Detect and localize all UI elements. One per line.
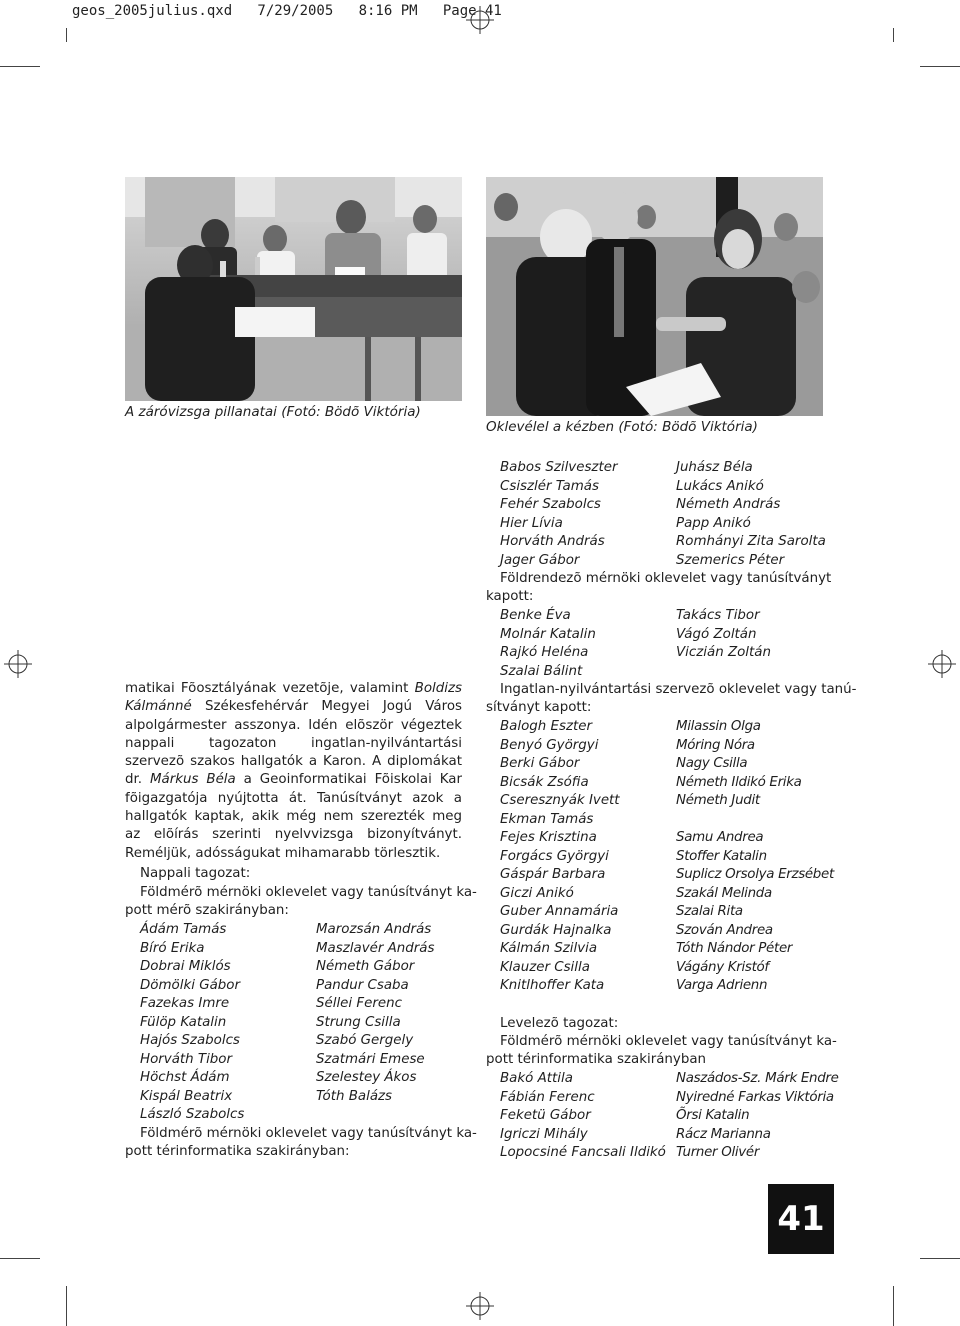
name-entry: Csiszlér Tamás bbox=[500, 478, 599, 494]
foldrendezo-line1: Földrendezõ mérnöki oklevelet vagy tanúsítványt bbox=[500, 571, 832, 586]
name-entry: Lukács Anikó bbox=[676, 478, 764, 494]
name-entry: Fehér Szabolcs bbox=[500, 497, 601, 512]
name-entry: Móring Nóra bbox=[676, 737, 755, 753]
ceremony-photo bbox=[486, 177, 823, 416]
name-entry: Horváth Tibor bbox=[140, 1051, 232, 1067]
intro-paragraph bbox=[125, 680, 462, 863]
name-entry: Szabó Gergely bbox=[316, 1033, 414, 1048]
name-entry: Szalai Bálint bbox=[500, 663, 583, 679]
name-entry: Giczi Anikó bbox=[500, 885, 574, 901]
name-entry: Hier Lívia bbox=[500, 515, 563, 531]
registration-mark-left bbox=[4, 650, 32, 678]
name-entry: Varga Adrienn bbox=[676, 978, 768, 993]
intro-text-2: Székesfehérvár Megyei Jogú Város alpolgármester asszonya. Idén elõször végeztek nappali tagozaton ingatlan-nyilvántartási szervezõ szakos hallgatók a Karon. A diplomákat dr. bbox=[125, 699, 462, 788]
name-entry: Molnár Katalin bbox=[500, 626, 596, 642]
registration-mark-right bbox=[928, 650, 956, 678]
name-entry: Séllei Ferenc bbox=[316, 996, 402, 1011]
name-entry: Rajkó Heléna bbox=[500, 645, 589, 660]
name-entry: Gáspár Barbara bbox=[500, 867, 606, 882]
name-entry: Kálmán Szilvia bbox=[500, 941, 598, 956]
name-entry: Nyiredné Farkas Viktória bbox=[676, 1089, 834, 1105]
foldrendezo-line2: kapott: bbox=[486, 589, 534, 604]
name-entry: Pandur Csaba bbox=[316, 977, 409, 993]
name-entry: Samu Andrea bbox=[676, 830, 764, 845]
name-entry: Suplicz Orsolya Erzsébet bbox=[676, 867, 834, 882]
name-entry: Szelestey Ákos bbox=[316, 1070, 417, 1085]
ingatlan-line1: Ingatlan-nyilvántartási szervezõ oklevelet vagy tanú- bbox=[500, 682, 857, 697]
levelezo-sub-line2: pott térinformatika szakirányban bbox=[486, 1052, 707, 1067]
name-entry: Benke Éva bbox=[500, 608, 571, 623]
name-entry: Vágány Kristóf bbox=[676, 959, 769, 975]
exam-photo-caption: A záróvizsga pillanatai (Fotó: Bödõ Viktória) bbox=[125, 404, 421, 420]
levelezo-heading: Levelezõ tagozat: bbox=[500, 1016, 619, 1031]
name-entry: Rácz Marianna bbox=[676, 1126, 771, 1142]
name-entry: Papp Anikó bbox=[676, 515, 751, 531]
intro-name-2: Márkus Béla bbox=[149, 772, 236, 788]
registration-mark-top bbox=[466, 6, 494, 34]
slug-line: geos_2005julius.qxd 7/29/2005 8:16 PM Page 41 bbox=[72, 3, 502, 19]
name-entry: Németh Judit bbox=[676, 793, 760, 808]
name-entry: Fejes Krisztina bbox=[500, 830, 597, 845]
name-entry: Jager Gábor bbox=[500, 552, 580, 568]
name-entry: Feketü Gábor bbox=[500, 1108, 591, 1123]
page-number-box bbox=[768, 1184, 834, 1254]
intro-name-1: Boldizs Kálmánné bbox=[125, 681, 462, 715]
name-entry: Turner Olivér bbox=[676, 1145, 760, 1160]
name-entry: Fülöp Katalin bbox=[140, 1014, 227, 1030]
name-entry: Stoffer Katalin bbox=[676, 848, 767, 864]
nappali-sub1-line1: Földmérõ mérnöki oklevelet vagy tanúsítványt ka- bbox=[140, 885, 477, 900]
name-entry: Õrsi Katalin bbox=[676, 1108, 750, 1123]
name-entry: Höchst Ádám bbox=[140, 1070, 230, 1085]
name-entry: Szemerics Péter bbox=[676, 552, 785, 568]
name-entry: Knitlhoffer Kata bbox=[500, 978, 605, 993]
name-entry: Dömölki Gábor bbox=[140, 977, 240, 993]
exam-photo bbox=[125, 177, 462, 401]
name-entry: Kispál Beatrix bbox=[140, 1088, 233, 1104]
name-entry: Berki Gábor bbox=[500, 756, 580, 771]
ingatlan-line2: sítványt kapott: bbox=[486, 700, 592, 715]
nappali-heading: Nappali tagozat: bbox=[140, 866, 251, 881]
name-entry: Balogh Eszter bbox=[500, 719, 593, 734]
name-entry: Tóth Balázs bbox=[316, 1088, 393, 1104]
nappali-sub2-line1: Földmérõ mérnöki oklevelet vagy tanúsítványt ka- bbox=[140, 1126, 477, 1141]
name-entry: Gurdák Hajnalka bbox=[500, 922, 612, 938]
name-entry: Forgács Györgyi bbox=[500, 848, 609, 864]
page-number: 41 bbox=[777, 1199, 825, 1239]
name-entry: Milassin Olga bbox=[676, 719, 761, 734]
name-entry: Naszádos-Sz. Márk Endre bbox=[676, 1071, 839, 1086]
name-entry: Szalai Rita bbox=[676, 904, 743, 919]
name-entry: Hajós Szabolcs bbox=[140, 1033, 240, 1048]
name-entry: Takács Tibor bbox=[676, 608, 760, 623]
name-entry: Strung Csilla bbox=[316, 1014, 401, 1030]
name-entry: Szakál Melinda bbox=[676, 885, 772, 901]
name-entry: Marozsán András bbox=[316, 922, 432, 937]
name-entry: Cseresznyák Ivett bbox=[500, 793, 620, 808]
name-entry: Guber Annamária bbox=[500, 904, 619, 919]
name-entry: Vágó Zoltán bbox=[676, 626, 757, 642]
name-entry: Szován Andrea bbox=[676, 922, 773, 938]
nappali-sub2-line2: pott térinformatika szakirányban: bbox=[125, 1144, 350, 1159]
name-entry: Lopocsiné Fancsali Ildikó bbox=[500, 1145, 666, 1160]
name-entry: Klauzer Csilla bbox=[500, 959, 590, 975]
name-entry: Ádám Tamás bbox=[140, 922, 227, 937]
registration-mark-bottom bbox=[466, 1292, 494, 1320]
intro-text-3: a Geoinformatikai Fõiskolai Kar fõigazgatója nyújtotta át. Tanúsítványt azok a hallgatók kaptak, akik még nem szerezték meg az elõírás szerinti nyelvvizsga bizonyítványt. Reméljük, adósságukat mihamarabb törlesztik. bbox=[125, 772, 462, 861]
name-entry: Dobrai Miklós bbox=[140, 959, 231, 974]
name-entry: Babos Szilveszter bbox=[500, 460, 618, 475]
name-entry: Horváth András bbox=[500, 534, 605, 549]
name-entry: Németh Ildikó Erika bbox=[676, 774, 802, 790]
name-entry: Nagy Csilla bbox=[676, 756, 748, 771]
name-entry: Fábián Ferenc bbox=[500, 1089, 595, 1105]
name-entry: Bicsák Zsófia bbox=[500, 774, 589, 790]
name-entry: Romhányi Zita Sarolta bbox=[676, 534, 826, 549]
name-entry: Tóth Nándor Péter bbox=[676, 941, 793, 956]
name-entry: Maszlavér András bbox=[316, 940, 435, 956]
levelezo-sub-line1: Földmérõ mérnöki oklevelet vagy tanúsítványt ka- bbox=[500, 1034, 837, 1049]
name-entry: Igriczi Mihály bbox=[500, 1126, 588, 1142]
name-entry: Németh Gábor bbox=[316, 959, 415, 974]
name-entry: Szatmári Emese bbox=[316, 1051, 425, 1067]
name-entry: Ekman Tamás bbox=[500, 811, 594, 827]
name-entry: Viczián Zoltán bbox=[676, 645, 771, 660]
ceremony-photo-caption: Oklevélel a kézben (Fotó: Bödõ Viktória) bbox=[486, 419, 758, 435]
name-entry: Benyó Györgyi bbox=[500, 737, 599, 753]
intro-text-1: matikai Fõosztályának vezetõje, valamint bbox=[125, 681, 415, 696]
name-entry: László Szabolcs bbox=[140, 1107, 245, 1122]
name-entry: Fazekas Imre bbox=[140, 996, 230, 1011]
nappali-sub1-line2: pott mérõ szakirányban: bbox=[125, 903, 289, 918]
name-entry: Bíró Erika bbox=[140, 940, 205, 956]
name-entry: Juhász Béla bbox=[676, 460, 753, 475]
name-entry: Németh András bbox=[676, 497, 781, 512]
name-entry: Bakó Attila bbox=[500, 1071, 573, 1086]
